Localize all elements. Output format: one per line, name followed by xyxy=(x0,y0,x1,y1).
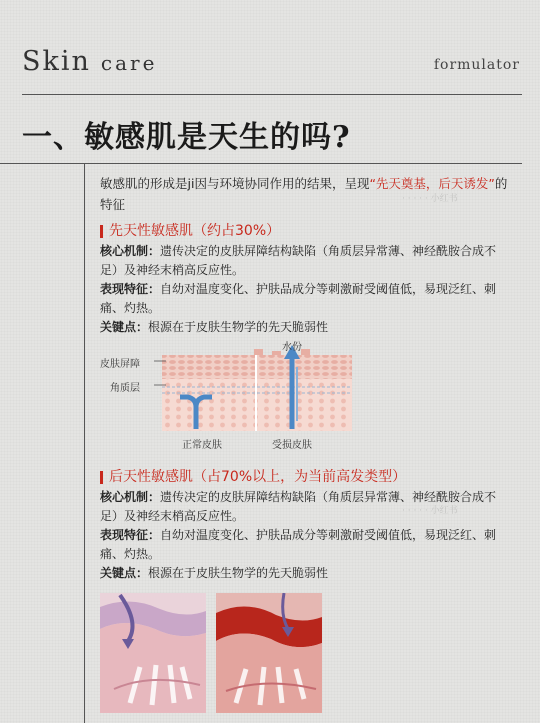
brand-logo xyxy=(22,46,157,77)
section1-heading: 先天性敏感肌（约占30%） xyxy=(100,221,510,242)
label-normal: 正常皮肤 xyxy=(182,440,222,451)
article-body xyxy=(100,173,510,713)
intro-paragraph xyxy=(100,173,510,215)
title-divider xyxy=(0,163,522,164)
brand-care: care xyxy=(100,51,158,75)
section1-feature: 表现特征：自幼对温度变化、护肤品成分等刺激耐受阈值低，易现泛红、刺痛、灼热。 xyxy=(100,282,497,315)
label-damaged: 受损皮肤 xyxy=(272,440,312,451)
heading-marker xyxy=(100,225,103,238)
heading-marker xyxy=(100,471,103,484)
intro-suffix: 的特征 xyxy=(100,176,508,212)
section2-heading: 后天性敏感肌（占70%以上，为当前高发类型） xyxy=(100,467,510,488)
brand-formulator: formulator xyxy=(433,57,520,73)
watermark: · · · · · 小红书 xyxy=(402,194,458,204)
page-title: 一、敏感肌是天生的吗? xyxy=(22,120,351,155)
intro-highlight: “先天奠基，后天诱发” xyxy=(369,176,495,191)
section2-core: 核心机制：遗传决定的皮肤屏障结构缺陷（角质层异常薄、神经酰胺合成不足）及神经末梢高反应性。 xyxy=(100,490,497,523)
label-barrier: 皮肤屏障 xyxy=(100,359,140,370)
section1-core: 核心机制：遗传决定的皮肤屏障结构缺陷（角质层异常薄、神经酰胺合成不足）及神经末梢高反应性。 xyxy=(100,244,497,277)
skin-barrier-diagram xyxy=(96,341,356,461)
section2-key: 关键点：根源在于皮肤生物学的先天脆弱性 xyxy=(100,566,329,580)
watermark-2: · · · · · 小红书 xyxy=(402,506,458,516)
label-stratum: 角质层 xyxy=(110,383,140,394)
label-water: 水份 xyxy=(282,342,302,353)
skin-comparison-images xyxy=(100,593,510,713)
section1-key: 关键点：根源在于皮肤生物学的先天脆弱性 xyxy=(100,320,329,334)
normal-skin-illustration xyxy=(100,593,206,713)
top-divider xyxy=(22,94,522,95)
damaged-skin-illustration xyxy=(216,593,322,713)
brand-skin: Skin xyxy=(22,46,91,77)
section2-feature: 表现特征：自幼对温度变化、护肤品成分等刺激耐受阈值低，易现泛红、刺痛、灼热。 xyxy=(100,528,497,561)
left-rule xyxy=(84,163,85,723)
intro-text: 敏感肌的形成是ji因与环境协同作用的结果，呈现 xyxy=(100,176,370,191)
